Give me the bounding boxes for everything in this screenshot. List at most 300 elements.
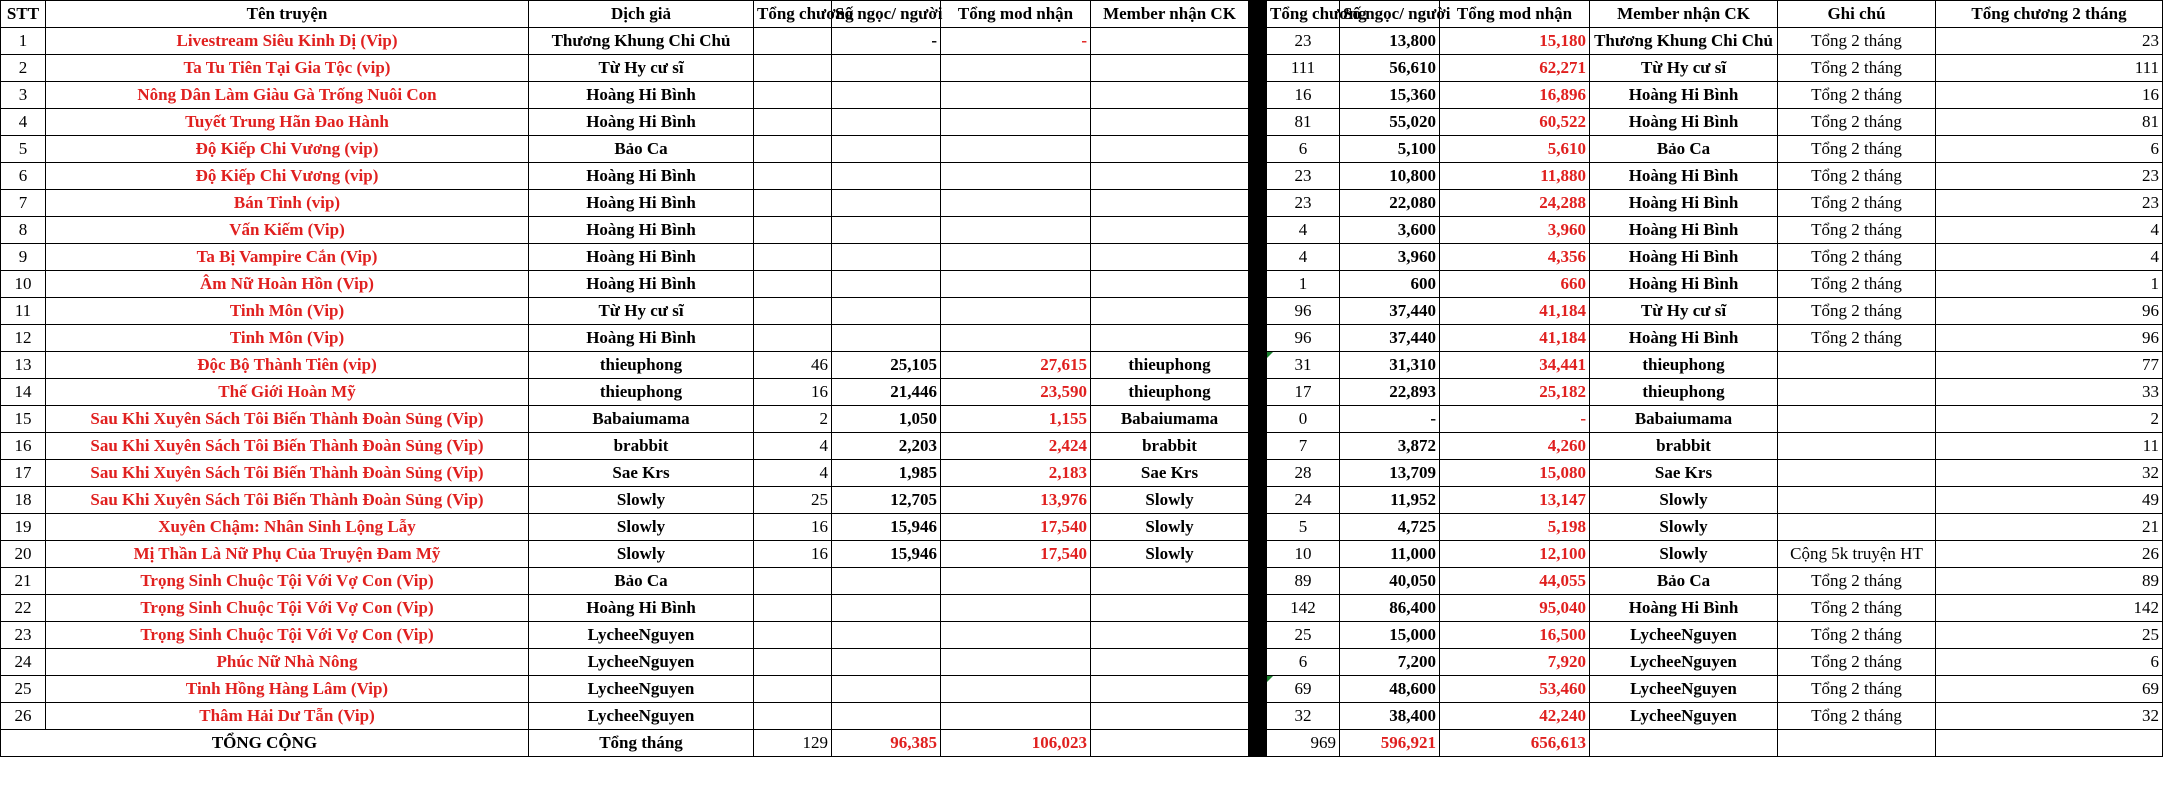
cell-pearls-1[interactable]: 21,446 [832, 379, 941, 406]
cell-member-1[interactable] [1091, 568, 1249, 595]
cell-stt[interactable]: 11 [1, 298, 46, 325]
cell-pearls-2[interactable]: 10,800 [1340, 163, 1440, 190]
cell-chapters-2[interactable]: 81 [1267, 109, 1340, 136]
cell-note[interactable] [1778, 460, 1936, 487]
cell-note[interactable] [1778, 433, 1936, 460]
cell-title[interactable]: Vấn Kiếm (Vip) [46, 217, 529, 244]
cell-title[interactable]: Sau Khi Xuyên Sách Tôi Biến Thành Đoàn Sủng (Vip) [46, 433, 529, 460]
total-chapters-1[interactable]: 129 [754, 730, 832, 757]
cell-chapters-1[interactable]: 46 [754, 352, 832, 379]
cell-member-2[interactable]: Bảo Ca [1590, 568, 1778, 595]
cell-title[interactable]: Mị Thần Là Nữ Phụ Của Truyện Đam Mỹ [46, 541, 529, 568]
cell-member-2[interactable]: Slowly [1590, 541, 1778, 568]
cell-member-1[interactable]: thieuphong [1091, 379, 1249, 406]
cell-chapters-1[interactable]: 16 [754, 541, 832, 568]
cell-chapters-2[interactable]: 17 [1267, 379, 1340, 406]
cell-pearls-2[interactable]: 40,050 [1340, 568, 1440, 595]
total-member-1[interactable] [1091, 730, 1249, 757]
cell-member-2[interactable]: Hoàng Hi Bình [1590, 271, 1778, 298]
cell-mod-2[interactable]: 11,880 [1440, 163, 1590, 190]
cell-member-1[interactable] [1091, 622, 1249, 649]
cell-mod-1[interactable]: - [941, 28, 1091, 55]
cell-chapters-1[interactable] [754, 271, 832, 298]
cell-translator[interactable]: Bảo Ca [529, 568, 754, 595]
cell-title[interactable]: Bán Tinh (vip) [46, 190, 529, 217]
cell-pearls-1[interactable] [832, 109, 941, 136]
cell-stt[interactable]: 25 [1, 676, 46, 703]
cell-note[interactable]: Tổng 2 tháng [1778, 55, 1936, 82]
cell-chapters-1[interactable]: 25 [754, 487, 832, 514]
cell-pearls-2[interactable]: 56,610 [1340, 55, 1440, 82]
cell-title[interactable]: Tuyết Trung Hãn Đao Hành [46, 109, 529, 136]
cell-translator[interactable]: Từ Hy cư sĩ [529, 55, 754, 82]
cell-mod-1[interactable] [941, 217, 1091, 244]
cell-title[interactable]: Trọng Sinh Chuộc Tội Với Vợ Con (Vip) [46, 568, 529, 595]
cell-mod-2[interactable]: 25,182 [1440, 379, 1590, 406]
cell-mod-2[interactable]: 3,960 [1440, 217, 1590, 244]
cell-chapters-2[interactable]: 23 [1267, 190, 1340, 217]
cell-chapters-1[interactable] [754, 676, 832, 703]
cell-pearls-1[interactable] [832, 622, 941, 649]
cell-stt[interactable]: 13 [1, 352, 46, 379]
cell-chapters-1[interactable]: 2 [754, 406, 832, 433]
cell-stt[interactable]: 1 [1, 28, 46, 55]
cell-chapters-2[interactable]: 7 [1267, 433, 1340, 460]
cell-note[interactable]: Tổng 2 tháng [1778, 244, 1936, 271]
cell-mod-1[interactable]: 2,183 [941, 460, 1091, 487]
cell-total-2-months[interactable]: 23 [1936, 163, 2163, 190]
cell-member-2[interactable]: thieuphong [1590, 352, 1778, 379]
cell-pearls-1[interactable] [832, 298, 941, 325]
cell-pearls-2[interactable]: - [1340, 406, 1440, 433]
cell-mod-1[interactable] [941, 649, 1091, 676]
cell-translator[interactable]: Hoàng Hi Bình [529, 271, 754, 298]
cell-title[interactable]: Độ Kiếp Chi Vương (vip) [46, 136, 529, 163]
cell-chapters-2[interactable]: 10 [1267, 541, 1340, 568]
cell-member-1[interactable] [1091, 217, 1249, 244]
cell-pearls-1[interactable] [832, 55, 941, 82]
cell-translator[interactable]: Bảo Ca [529, 136, 754, 163]
cell-pearls-2[interactable]: 600 [1340, 271, 1440, 298]
total-pearls-2[interactable]: 596,921 [1340, 730, 1440, 757]
cell-pearls-1[interactable]: 12,705 [832, 487, 941, 514]
cell-chapters-1[interactable] [754, 244, 832, 271]
cell-title[interactable]: Thâm Hải Dư Tẫn (Vip) [46, 703, 529, 730]
cell-pearls-1[interactable]: 1,050 [832, 406, 941, 433]
total-mod-2[interactable]: 656,613 [1440, 730, 1590, 757]
cell-note[interactable]: Tổng 2 tháng [1778, 136, 1936, 163]
cell-mod-2[interactable]: 7,920 [1440, 649, 1590, 676]
cell-chapters-2[interactable]: 1 [1267, 271, 1340, 298]
total-translator-label[interactable]: Tổng tháng [529, 730, 754, 757]
header-pearls-2[interactable]: Số ngọc/ người [1340, 1, 1440, 28]
cell-total-2-months[interactable]: 96 [1936, 325, 2163, 352]
cell-pearls-1[interactable] [832, 163, 941, 190]
cell-mod-2[interactable]: 95,040 [1440, 595, 1590, 622]
cell-chapters-1[interactable] [754, 109, 832, 136]
header-mod-1[interactable]: Tổng mod nhận [941, 1, 1091, 28]
cell-pearls-2[interactable]: 22,080 [1340, 190, 1440, 217]
cell-chapters-1[interactable] [754, 595, 832, 622]
cell-title[interactable]: Livestream Siêu Kinh Dị (Vip) [46, 28, 529, 55]
cell-pearls-2[interactable]: 3,872 [1340, 433, 1440, 460]
cell-stt[interactable]: 20 [1, 541, 46, 568]
cell-total-2-months[interactable]: 6 [1936, 649, 2163, 676]
cell-chapters-2[interactable]: 96 [1267, 325, 1340, 352]
cell-member-2[interactable]: Thương Khung Chi Chủ [1590, 28, 1778, 55]
cell-member-1[interactable] [1091, 55, 1249, 82]
cell-translator[interactable]: Hoàng Hi Bình [529, 217, 754, 244]
cell-note[interactable]: Tổng 2 tháng [1778, 622, 1936, 649]
cell-mod-2[interactable]: 12,100 [1440, 541, 1590, 568]
cell-note[interactable]: Tổng 2 tháng [1778, 649, 1936, 676]
cell-stt[interactable]: 9 [1, 244, 46, 271]
cell-total-2-months[interactable]: 32 [1936, 460, 2163, 487]
cell-member-2[interactable]: Slowly [1590, 514, 1778, 541]
cell-chapters-2[interactable]: 4 [1267, 244, 1340, 271]
cell-chapters-1[interactable] [754, 163, 832, 190]
cell-chapters-1[interactable] [754, 622, 832, 649]
cell-mod-2[interactable]: 41,184 [1440, 325, 1590, 352]
cell-title[interactable]: Phúc Nữ Nhà Nông [46, 649, 529, 676]
cell-pearls-1[interactable] [832, 190, 941, 217]
cell-pearls-1[interactable] [832, 217, 941, 244]
cell-title[interactable]: Ta Tu Tiên Tại Gia Tộc (vip) [46, 55, 529, 82]
cell-total-2-months[interactable]: 4 [1936, 217, 2163, 244]
cell-member-1[interactable] [1091, 190, 1249, 217]
cell-chapters-1[interactable] [754, 298, 832, 325]
cell-mod-1[interactable]: 23,590 [941, 379, 1091, 406]
cell-pearls-2[interactable]: 22,893 [1340, 379, 1440, 406]
cell-total-2-months[interactable]: 142 [1936, 595, 2163, 622]
cell-chapters-2[interactable]: 4 [1267, 217, 1340, 244]
cell-title[interactable]: Độc Bộ Thành Tiên (vip) [46, 352, 529, 379]
cell-member-2[interactable]: Bảo Ca [1590, 136, 1778, 163]
cell-stt[interactable]: 21 [1, 568, 46, 595]
cell-translator[interactable]: Slowly [529, 541, 754, 568]
cell-stt[interactable]: 8 [1, 217, 46, 244]
header-member-2[interactable]: Member nhận CK [1590, 1, 1778, 28]
cell-mod-2[interactable]: 15,180 [1440, 28, 1590, 55]
cell-pearls-1[interactable] [832, 271, 941, 298]
cell-mod-1[interactable] [941, 190, 1091, 217]
cell-mod-1[interactable] [941, 703, 1091, 730]
cell-member-1[interactable] [1091, 676, 1249, 703]
cell-total-2-months[interactable]: 32 [1936, 703, 2163, 730]
cell-total-2-months[interactable]: 49 [1936, 487, 2163, 514]
cell-stt[interactable]: 18 [1, 487, 46, 514]
cell-mod-1[interactable] [941, 271, 1091, 298]
cell-title[interactable]: Xuyên Chậm: Nhân Sinh Lộng Lẫy [46, 514, 529, 541]
cell-translator[interactable]: Hoàng Hi Bình [529, 595, 754, 622]
cell-chapters-1[interactable]: 4 [754, 460, 832, 487]
cell-note[interactable]: Tổng 2 tháng [1778, 568, 1936, 595]
cell-title[interactable]: Sau Khi Xuyên Sách Tôi Biến Thành Đoàn Sủng (Vip) [46, 406, 529, 433]
cell-pearls-2[interactable]: 11,952 [1340, 487, 1440, 514]
cell-mod-2[interactable]: 16,500 [1440, 622, 1590, 649]
cell-pearls-2[interactable]: 48,600 [1340, 676, 1440, 703]
total-mod-1[interactable]: 106,023 [941, 730, 1091, 757]
cell-chapters-2[interactable]: 24 [1267, 487, 1340, 514]
cell-member-1[interactable] [1091, 163, 1249, 190]
cell-member-2[interactable]: Hoàng Hi Bình [1590, 325, 1778, 352]
cell-chapters-2[interactable]: 25 [1267, 622, 1340, 649]
cell-member-1[interactable] [1091, 649, 1249, 676]
cell-member-2[interactable]: LycheeNguyen [1590, 703, 1778, 730]
cell-chapters-2[interactable]: 32 [1267, 703, 1340, 730]
cell-total-2-months[interactable]: 16 [1936, 82, 2163, 109]
cell-member-2[interactable]: Hoàng Hi Bình [1590, 82, 1778, 109]
cell-pearls-1[interactable]: 15,946 [832, 514, 941, 541]
cell-stt[interactable]: 16 [1, 433, 46, 460]
cell-pearls-1[interactable] [832, 244, 941, 271]
cell-stt[interactable]: 2 [1, 55, 46, 82]
header-chapters-1[interactable]: Tổng chương [754, 1, 832, 28]
header-translator[interactable]: Dịch giả [529, 1, 754, 28]
cell-chapters-2[interactable]: 89 [1267, 568, 1340, 595]
cell-translator[interactable]: LycheeNguyen [529, 676, 754, 703]
cell-pearls-2[interactable]: 3,960 [1340, 244, 1440, 271]
cell-member-1[interactable]: Slowly [1091, 487, 1249, 514]
cell-mod-1[interactable] [941, 136, 1091, 163]
cell-member-1[interactable]: Sae Krs [1091, 460, 1249, 487]
cell-note[interactable] [1778, 379, 1936, 406]
cell-note[interactable]: Cộng 5k truyện HT [1778, 541, 1936, 568]
cell-mod-2[interactable]: 15,080 [1440, 460, 1590, 487]
cell-chapters-1[interactable] [754, 649, 832, 676]
cell-chapters-2[interactable]: 28 [1267, 460, 1340, 487]
cell-title[interactable]: Âm Nữ Hoàn Hồn (Vip) [46, 271, 529, 298]
cell-member-2[interactable]: Từ Hy cư sĩ [1590, 298, 1778, 325]
cell-mod-2[interactable]: 4,260 [1440, 433, 1590, 460]
cell-translator[interactable]: Hoàng Hi Bình [529, 190, 754, 217]
cell-translator[interactable]: Hoàng Hi Bình [529, 109, 754, 136]
cell-total-2-months[interactable]: 23 [1936, 28, 2163, 55]
cell-pearls-2[interactable]: 7,200 [1340, 649, 1440, 676]
cell-mod-2[interactable]: 60,522 [1440, 109, 1590, 136]
cell-pearls-1[interactable]: 2,203 [832, 433, 941, 460]
cell-pearls-2[interactable]: 86,400 [1340, 595, 1440, 622]
cell-pearls-2[interactable]: 13,800 [1340, 28, 1440, 55]
cell-total-2-months[interactable]: 111 [1936, 55, 2163, 82]
cell-pearls-1[interactable]: - [832, 28, 941, 55]
cell-translator[interactable]: Hoàng Hi Bình [529, 244, 754, 271]
cell-note[interactable] [1778, 352, 1936, 379]
cell-pearls-1[interactable]: 1,985 [832, 460, 941, 487]
cell-total-2-months[interactable]: 4 [1936, 244, 2163, 271]
cell-mod-2[interactable]: 660 [1440, 271, 1590, 298]
cell-title[interactable]: Thế Giới Hoàn Mỹ [46, 379, 529, 406]
cell-title[interactable]: Tinh Môn (Vip) [46, 298, 529, 325]
cell-mod-1[interactable] [941, 622, 1091, 649]
cell-total-2-months[interactable]: 11 [1936, 433, 2163, 460]
cell-mod-1[interactable] [941, 676, 1091, 703]
cell-translator[interactable]: thieuphong [529, 352, 754, 379]
cell-chapters-2[interactable]: 6 [1267, 649, 1340, 676]
cell-mod-2[interactable]: 5,610 [1440, 136, 1590, 163]
cell-pearls-1[interactable] [832, 82, 941, 109]
header-stt[interactable]: STT [1, 1, 46, 28]
cell-pearls-2[interactable]: 11,000 [1340, 541, 1440, 568]
cell-member-2[interactable]: LycheeNguyen [1590, 676, 1778, 703]
cell-stt[interactable]: 6 [1, 163, 46, 190]
cell-translator[interactable]: Babaiumama [529, 406, 754, 433]
cell-pearls-1[interactable] [832, 136, 941, 163]
cell-note[interactable]: Tổng 2 tháng [1778, 703, 1936, 730]
cell-pearls-1[interactable] [832, 649, 941, 676]
cell-mod-2[interactable]: 44,055 [1440, 568, 1590, 595]
cell-mod-2[interactable]: 16,896 [1440, 82, 1590, 109]
cell-chapters-2[interactable]: 5 [1267, 514, 1340, 541]
cell-member-2[interactable]: Hoàng Hi Bình [1590, 163, 1778, 190]
cell-note[interactable] [1778, 406, 1936, 433]
cell-member-1[interactable] [1091, 244, 1249, 271]
cell-translator[interactable]: thieuphong [529, 379, 754, 406]
cell-mod-1[interactable]: 1,155 [941, 406, 1091, 433]
cell-note[interactable]: Tổng 2 tháng [1778, 190, 1936, 217]
cell-total-2-months[interactable]: 69 [1936, 676, 2163, 703]
cell-chapters-2[interactable]: 69 [1267, 676, 1340, 703]
cell-member-1[interactable] [1091, 595, 1249, 622]
cell-pearls-2[interactable]: 13,709 [1340, 460, 1440, 487]
cell-chapters-1[interactable]: 16 [754, 379, 832, 406]
cell-pearls-2[interactable]: 37,440 [1340, 325, 1440, 352]
cell-stt[interactable]: 17 [1, 460, 46, 487]
cell-member-2[interactable]: LycheeNguyen [1590, 622, 1778, 649]
header-title[interactable]: Tên truyện [46, 1, 529, 28]
cell-total-2-months[interactable]: 77 [1936, 352, 2163, 379]
cell-note[interactable] [1778, 487, 1936, 514]
cell-translator[interactable]: Sae Krs [529, 460, 754, 487]
cell-mod-1[interactable] [941, 595, 1091, 622]
cell-mod-1[interactable]: 13,976 [941, 487, 1091, 514]
cell-member-2[interactable]: Sae Krs [1590, 460, 1778, 487]
cell-pearls-2[interactable]: 15,000 [1340, 622, 1440, 649]
cell-note[interactable]: Tổng 2 tháng [1778, 298, 1936, 325]
cell-chapters-1[interactable] [754, 703, 832, 730]
cell-member-2[interactable]: Hoàng Hi Bình [1590, 217, 1778, 244]
cell-title[interactable]: Độ Kiếp Chi Vương (vip) [46, 163, 529, 190]
cell-mod-1[interactable] [941, 55, 1091, 82]
cell-translator[interactable]: brabbit [529, 433, 754, 460]
total-label[interactable]: TỔNG CỘNG [1, 730, 529, 757]
cell-pearls-1[interactable] [832, 703, 941, 730]
cell-member-1[interactable] [1091, 109, 1249, 136]
header-chapters-2[interactable]: Tổng chương [1267, 1, 1340, 28]
cell-chapters-1[interactable] [754, 55, 832, 82]
cell-stt[interactable]: 12 [1, 325, 46, 352]
cell-title[interactable]: Trọng Sinh Chuộc Tội Với Vợ Con (Vip) [46, 622, 529, 649]
cell-stt[interactable]: 23 [1, 622, 46, 649]
cell-member-1[interactable] [1091, 703, 1249, 730]
cell-pearls-2[interactable]: 38,400 [1340, 703, 1440, 730]
cell-member-1[interactable] [1091, 136, 1249, 163]
cell-note[interactable]: Tổng 2 tháng [1778, 163, 1936, 190]
total-chapters-2[interactable]: 969 [1267, 730, 1340, 757]
cell-chapters-1[interactable] [754, 568, 832, 595]
cell-pearls-1[interactable] [832, 595, 941, 622]
cell-pearls-2[interactable]: 37,440 [1340, 298, 1440, 325]
cell-total-2-months[interactable]: 23 [1936, 190, 2163, 217]
cell-member-2[interactable]: Babaiumama [1590, 406, 1778, 433]
cell-mod-2[interactable]: 42,240 [1440, 703, 1590, 730]
cell-note[interactable]: Tổng 2 tháng [1778, 82, 1936, 109]
cell-chapters-2[interactable]: 0 [1267, 406, 1340, 433]
cell-member-2[interactable]: LycheeNguyen [1590, 649, 1778, 676]
cell-mod-1[interactable] [941, 298, 1091, 325]
cell-chapters-1[interactable] [754, 136, 832, 163]
cell-note[interactable] [1778, 514, 1936, 541]
cell-total-2-months[interactable]: 2 [1936, 406, 2163, 433]
cell-mod-1[interactable] [941, 109, 1091, 136]
cell-title[interactable]: Sau Khi Xuyên Sách Tôi Biến Thành Đoàn Sủng (Vip) [46, 487, 529, 514]
cell-pearls-1[interactable] [832, 325, 941, 352]
cell-title[interactable]: Trọng Sinh Chuộc Tội Với Vợ Con (Vip) [46, 595, 529, 622]
cell-chapters-1[interactable]: 16 [754, 514, 832, 541]
cell-member-2[interactable]: Hoàng Hi Bình [1590, 109, 1778, 136]
cell-member-1[interactable] [1091, 271, 1249, 298]
cell-mod-1[interactable] [941, 325, 1091, 352]
cell-member-2[interactable]: thieuphong [1590, 379, 1778, 406]
cell-title[interactable]: Sau Khi Xuyên Sách Tôi Biến Thành Đoàn Sủng (Vip) [46, 460, 529, 487]
cell-member-1[interactable] [1091, 82, 1249, 109]
total-note[interactable] [1778, 730, 1936, 757]
cell-chapters-2[interactable]: 142 [1267, 595, 1340, 622]
header-total-2-months[interactable]: Tổng chương 2 tháng [1936, 1, 2163, 28]
cell-member-2[interactable]: Hoàng Hi Bình [1590, 244, 1778, 271]
header-member-1[interactable]: Member nhận CK [1091, 1, 1249, 28]
cell-title[interactable]: Tinh Hồng Hàng Lâm (Vip) [46, 676, 529, 703]
cell-member-1[interactable]: Babaiumama [1091, 406, 1249, 433]
cell-note[interactable]: Tổng 2 tháng [1778, 217, 1936, 244]
cell-total-2-months[interactable]: 21 [1936, 514, 2163, 541]
cell-mod-2[interactable]: 5,198 [1440, 514, 1590, 541]
total-total-2[interactable] [1936, 730, 2163, 757]
cell-member-1[interactable] [1091, 298, 1249, 325]
cell-total-2-months[interactable]: 1 [1936, 271, 2163, 298]
cell-mod-1[interactable] [941, 244, 1091, 271]
cell-mod-2[interactable]: 13,147 [1440, 487, 1590, 514]
cell-translator[interactable]: LycheeNguyen [529, 703, 754, 730]
cell-mod-1[interactable]: 17,540 [941, 514, 1091, 541]
cell-chapters-2[interactable]: 23 [1267, 28, 1340, 55]
total-pearls-1[interactable]: 96,385 [832, 730, 941, 757]
cell-mod-1[interactable]: 27,615 [941, 352, 1091, 379]
cell-stt[interactable]: 24 [1, 649, 46, 676]
cell-member-2[interactable]: Hoàng Hi Bình [1590, 595, 1778, 622]
cell-mod-1[interactable] [941, 568, 1091, 595]
header-note[interactable]: Ghi chú [1778, 1, 1936, 28]
cell-total-2-months[interactable]: 81 [1936, 109, 2163, 136]
cell-stt[interactable]: 26 [1, 703, 46, 730]
cell-member-1[interactable]: Slowly [1091, 541, 1249, 568]
cell-translator[interactable]: LycheeNguyen [529, 622, 754, 649]
cell-mod-1[interactable]: 2,424 [941, 433, 1091, 460]
cell-mod-2[interactable]: 53,460 [1440, 676, 1590, 703]
cell-translator[interactable]: Hoàng Hi Bình [529, 325, 754, 352]
cell-chapters-1[interactable] [754, 82, 832, 109]
cell-pearls-2[interactable]: 3,600 [1340, 217, 1440, 244]
cell-mod-1[interactable] [941, 163, 1091, 190]
cell-translator[interactable]: Slowly [529, 487, 754, 514]
cell-pearls-2[interactable]: 31,310 [1340, 352, 1440, 379]
cell-pearls-1[interactable]: 25,105 [832, 352, 941, 379]
cell-pearls-2[interactable]: 5,100 [1340, 136, 1440, 163]
cell-note[interactable]: Tổng 2 tháng [1778, 109, 1936, 136]
cell-member-1[interactable] [1091, 325, 1249, 352]
cell-chapters-1[interactable] [754, 217, 832, 244]
cell-note[interactable]: Tổng 2 tháng [1778, 325, 1936, 352]
